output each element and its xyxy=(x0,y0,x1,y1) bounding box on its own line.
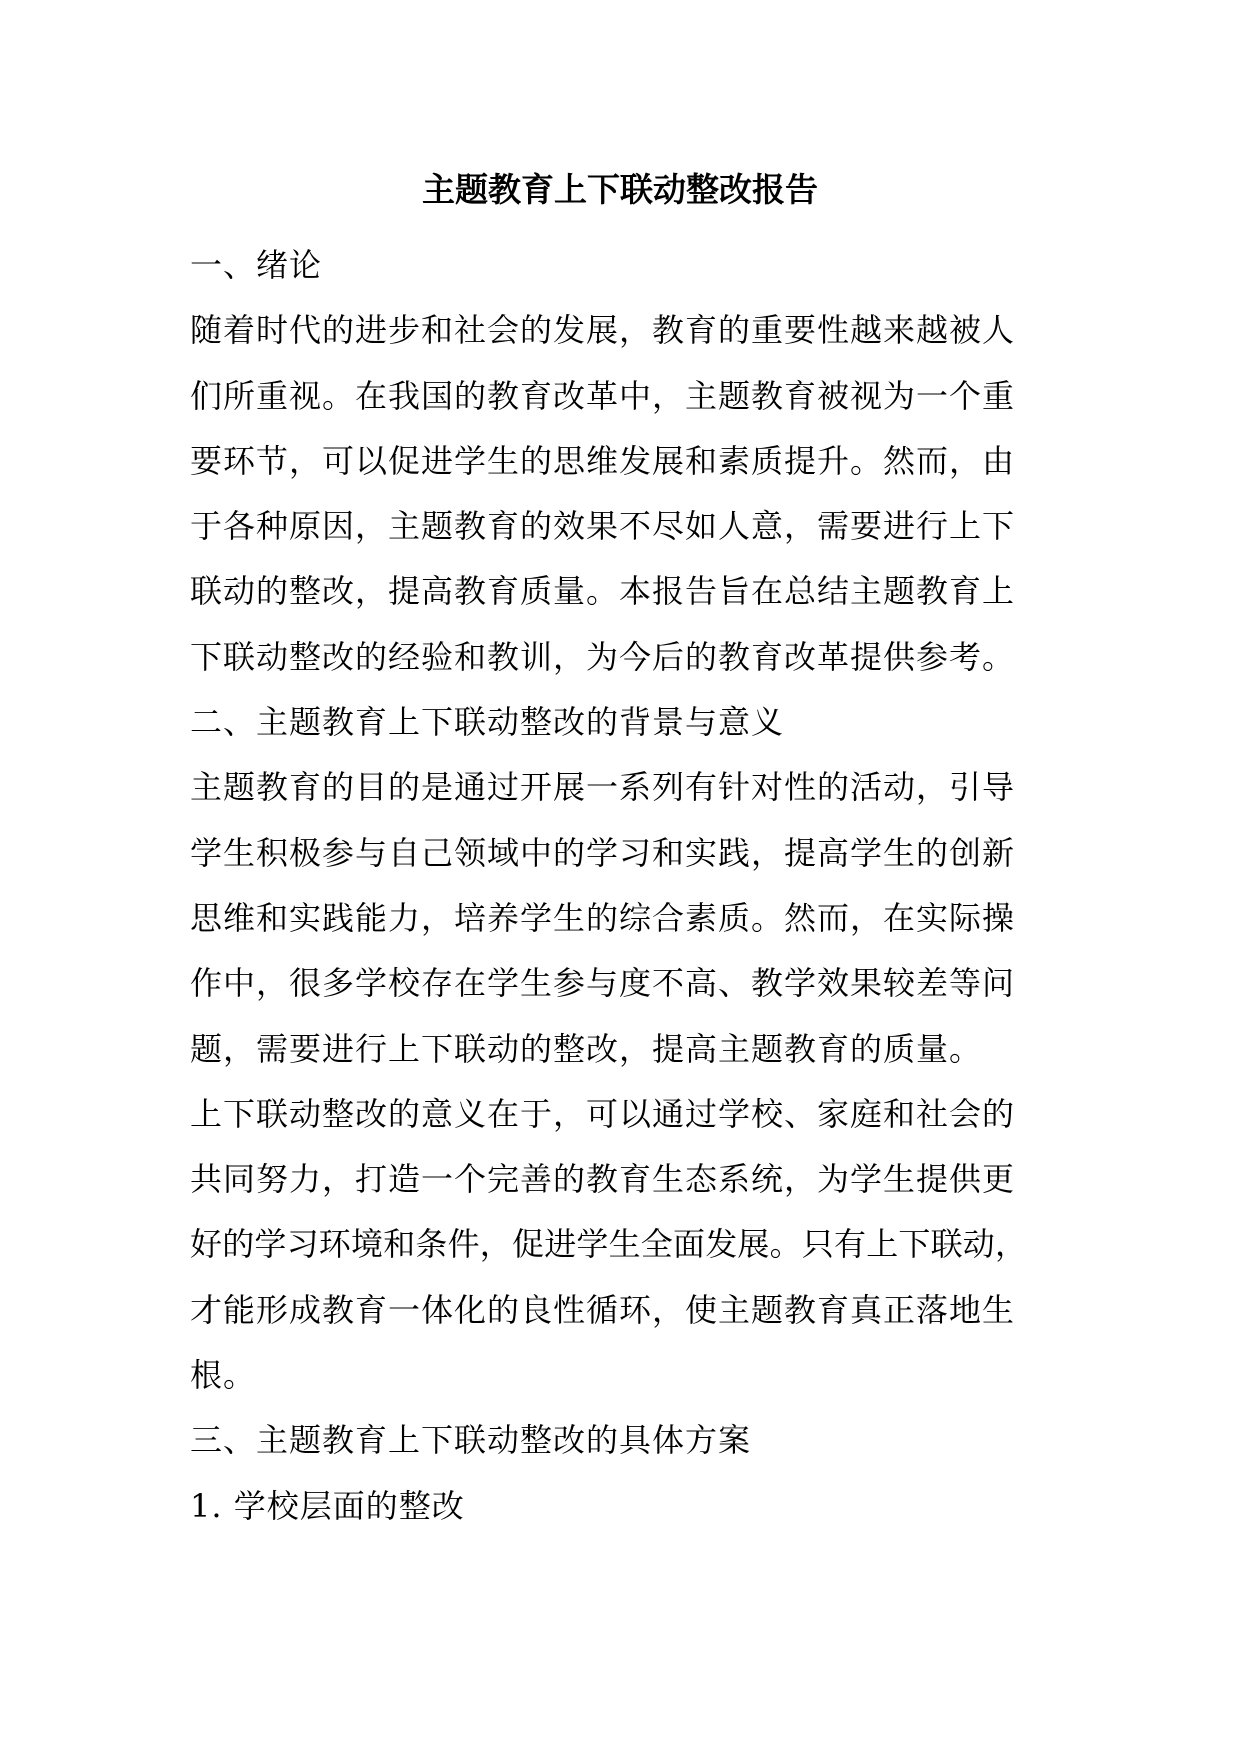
section-heading-2: 二、主题教育上下联动整改的背景与意义 xyxy=(190,703,785,742)
subsection-heading-1: 1. 学校层面的整改 xyxy=(190,1486,465,1525)
paragraph-line: 上下联动整改的意义在于，可以通过学校、家庭和社会的 xyxy=(190,1094,1016,1133)
paragraph-line: 于各种原因，主题教育的效果不尽如人意，需要进行上下 xyxy=(190,507,1016,546)
paragraph-line: 好的学习环境和条件，促进学生全面发展。只有上下联动， xyxy=(190,1225,1028,1264)
section-heading-3: 三、主题教育上下联动整改的具体方案 xyxy=(190,1421,752,1460)
document-title: 主题教育上下联动整改报告 xyxy=(422,170,818,209)
paragraph-line: 随着时代的进步和社会的发展，教育的重要性越来越被人 xyxy=(190,311,1016,350)
paragraph-line: 要环节，可以促进学生的思维发展和素质提升。然而，由 xyxy=(190,441,1016,480)
paragraph-line: 们所重视。在我国的教育改革中，主题教育被视为一个重 xyxy=(190,376,1016,415)
paragraph-line: 作中，很多学校存在学生参与度不高、教学效果较差等问 xyxy=(190,964,1016,1003)
paragraph-line: 下联动整改的经验和教训，为今后的教育改革提供参考。 xyxy=(190,637,1016,676)
paragraph-line: 思维和实践能力，培养学生的综合素质。然而，在实际操 xyxy=(190,898,1016,937)
paragraph-line: 联动的整改，提高教育质量。本报告旨在总结主题教育上 xyxy=(190,572,1016,611)
document-body xyxy=(190,233,1070,1539)
paragraph-line: 根。 xyxy=(190,1356,257,1395)
paragraph-line: 学生积极参与自己领域中的学习和实践，提高学生的创新 xyxy=(190,833,1016,872)
section-heading-1: 一、绪论 xyxy=(190,246,323,284)
paragraph-line: 题，需要进行上下联动的整改，提高主题教育的质量。 xyxy=(190,1029,983,1068)
paragraph-line: 才能形成教育一体化的良性循环，使主题教育真正落地生 xyxy=(190,1290,1016,1329)
paragraph-line: 主题教育的目的是通过开展一系列有针对性的活动，引导 xyxy=(190,768,1016,807)
paragraph-line: 共同努力，打造一个完善的教育生态系统，为学生提供更 xyxy=(190,1160,1016,1199)
